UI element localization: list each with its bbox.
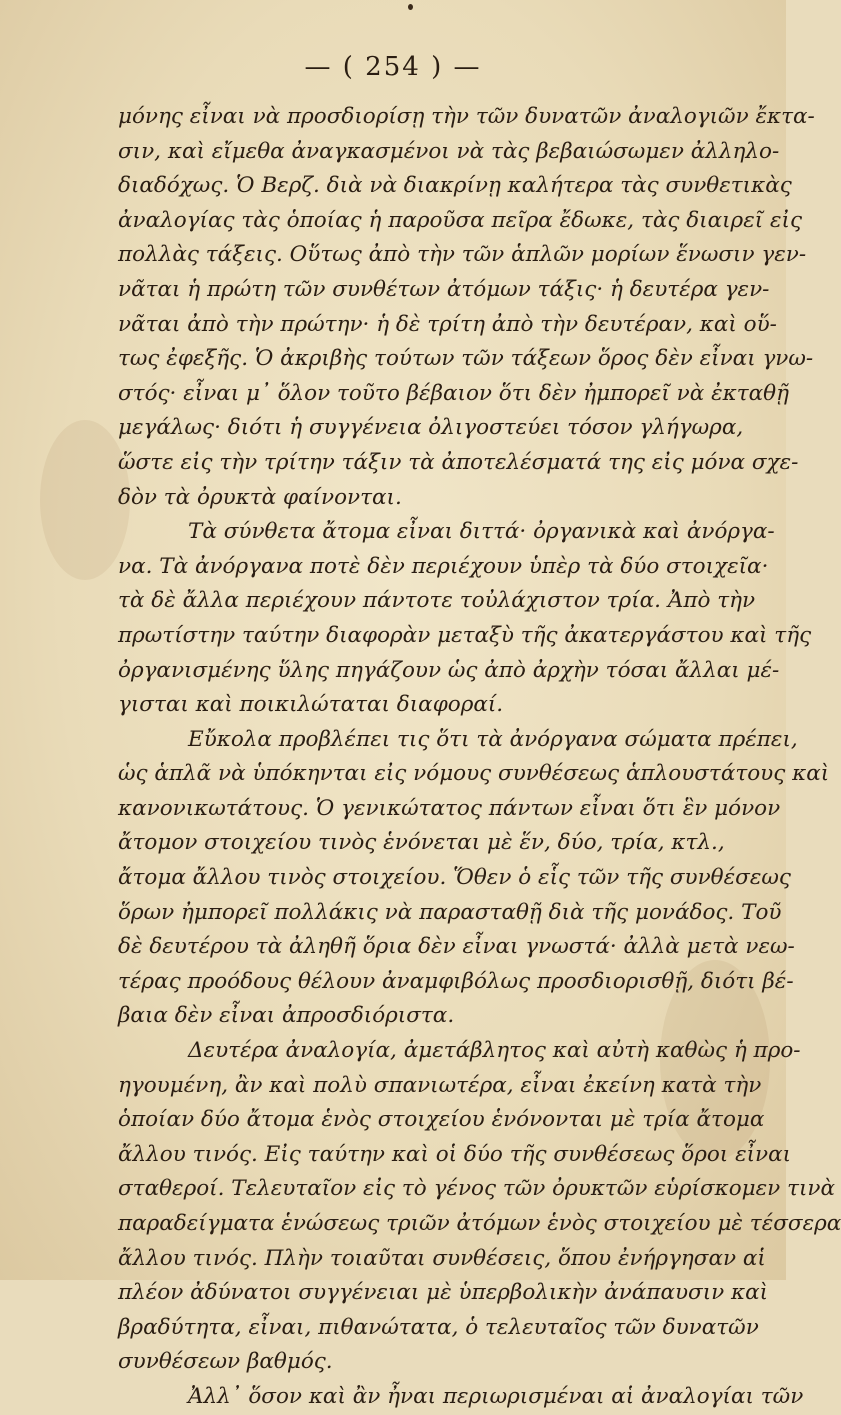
- text-line: ὥστε εἰς τὴν τρίτην τάξιν τὰ ἀποτελέσματά της εἰς μόνα σχε-: [118, 449, 799, 475]
- text-line: ἄτομον στοιχείου τινὸς ἑνόνεται μὲ ἕν, δύο, τρία, κτλ.,: [118, 830, 725, 856]
- text-line: ηγουμένη, ἂν καὶ πολὺ σπανιωτέρα, εἶναι ἐκείνη κατὰ τὴν: [118, 1072, 762, 1098]
- text-line: ὀργανισμένης ὕλης πηγάζουν ὡς ἀπὸ ἀρχὴν τόσαι ἄλλαι μέ-: [118, 657, 780, 683]
- text-line: Εὔκολα προβλέπει τις ὅτι τὰ ἀνόργανα σώματα πρέπει,: [188, 726, 798, 752]
- text-line: ἄτομα ἄλλου τινὸς στοιχείου. Ὅθεν ὁ εἷς τῶν τῆς συνθέσεως: [118, 865, 791, 891]
- text-line: ὅρων ἠμπορεῖ πολλάκις νὰ παρασταθῇ διὰ τῆς μονάδος. Τοῦ: [118, 899, 782, 925]
- page-number-header: — ( 254 ) —: [304, 52, 482, 82]
- text-line: τέρας προόδους θέλουν ἀναμφιβόλως προσδιορισθῇ, διότι βέ-: [118, 968, 794, 994]
- text-line: διαδόχως. Ὁ Βερζ. διὰ νὰ διακρίνῃ καλήτερα τὰς συνθετικὰς: [118, 173, 792, 199]
- paragraph: [118, 723, 830, 1034]
- text-line: πλέον ἀδύνατοι συγγένειαι μὲ ὑπερβολικὴν ἀνάπαυσιν καὶ: [118, 1280, 769, 1306]
- text-line: ἀναλογίας τὰς ὁποίας ἡ παροῦσα πεῖρα ἔδωκε, τὰς διαιρεῖ εἰς: [118, 207, 803, 233]
- paragraph: [118, 1380, 804, 1415]
- paper-stain: [40, 420, 130, 580]
- paragraph: [118, 1034, 841, 1380]
- text-line: στός· εἶναι μ᾽ ὅλον τοῦτο βέβαιον ὅτι δὲν ἠμπορεῖ νὰ ἐκταθῇ: [118, 380, 789, 406]
- text-line: βραδύτητα, εἶναι, πιθανώτατα, ὁ τελευταῖος τῶν δυνατῶν: [118, 1314, 759, 1340]
- text-line: ὁποίαν δύο ἄτομα ἑνὸς στοιχείου ἑνόνονται μὲ τρία ἄτομα: [118, 1107, 765, 1133]
- text-line: ὡς ἁπλᾶ νὰ ὑπόκηνται εἰς νόμους συνθέσεως ἁπλουστάτους καὶ: [118, 761, 830, 787]
- text-line: παραδείγματα ἑνώσεως τριῶν ἀτόμων ἑνὸς στοιχείου μὲ τέσσερα: [118, 1211, 841, 1236]
- text-line: να. Τὰ ἀνόργανα ποτὲ δὲν περιέχουν ὑπὲρ τὰ δύο στοιχεῖα·: [118, 553, 769, 579]
- paragraph: [118, 100, 815, 515]
- ink-dot: [408, 4, 413, 10]
- text-line: σιν, καὶ εἴμεθα ἀναγκασμένοι νὰ τὰς βεβαιώσωμεν ἀλληλο-: [118, 138, 780, 164]
- text-line: Δευτέρα ἀναλογία, ἀμετάβλητος καὶ αὐτὴ καθὼς ἡ προ-: [188, 1038, 801, 1064]
- text-line: πρωτίστην ταύτην διαφορὰν μεταξὺ τῆς ἀκατεργάστου καὶ τῆς: [118, 622, 812, 648]
- text-line: Τὰ σύνθετα ἄτομα εἶναι διττά· ὀργανικὰ καὶ ἀνόργα-: [188, 519, 775, 545]
- text-line: τως ἐφεξῆς. Ὁ ἀκριβὴς τούτων τῶν τάξεων ὅρος δὲν εἶναι γνω-: [118, 346, 814, 372]
- page-body-text: [118, 100, 841, 1415]
- text-line: γισται καὶ ποικιλώταται διαφοραί.: [118, 692, 504, 718]
- text-line: μόνης εἶναι νὰ προσδιορίσῃ τὴν τῶν δυνατῶν ἀναλογιῶν ἔκτα-: [118, 104, 815, 129]
- text-line: Ἀλλ᾽ ὅσον καὶ ἂν ἦναι περιωρισμέναι αἱ ἀναλογίαι τῶν: [188, 1383, 804, 1409]
- text-line: μεγάλως· διότι ἡ συγγένεια ὀλιγοστεύει τόσον γλήγωρα,: [118, 415, 744, 441]
- text-line: τὰ δὲ ἄλλα περιέχουν πάντοτε τοὐλάχιστον τρία. Ἀπὸ τὴν: [118, 588, 756, 614]
- text-line: ἄλλου τινός. Εἰς ταύτην καὶ οἱ δύο τῆς συνθέσεως ὅροι εἶναι: [118, 1141, 792, 1167]
- text-line: σταθεροί. Τελευταῖον εἰς τὸ γένος τῶν ὀρυκτῶν εὑρίσκομεν τινὰ: [118, 1176, 835, 1202]
- text-line: νᾶται ἀπὸ τὴν πρώτην· ἡ δὲ τρίτη ἀπὸ τὴν δευτέραν, καὶ οὕ-: [118, 311, 777, 337]
- paragraph: [118, 515, 812, 723]
- text-line: κανονικωτάτους. Ὁ γενικώτατος πάντων εἶναι ὅτι ἓν μόνον: [118, 795, 781, 821]
- text-line: βαια δὲν εἶναι ἀπροσδιόριστα.: [118, 1003, 455, 1029]
- text-line: συνθέσεων βαθμός.: [118, 1349, 333, 1375]
- text-line: πολλὰς τάξεις. Οὕτως ἀπὸ τὴν τῶν ἁπλῶν μορίων ἕνωσιν γεν-: [118, 242, 807, 268]
- text-line: νᾶται ἡ πρώτη τῶν συνθέτων ἀτόμων τάξις· ἡ δευτέρα γεν-: [118, 276, 770, 302]
- text-line: δὸν τὰ ὀρυκτὰ φαίνονται.: [118, 484, 402, 510]
- text-line: δὲ δευτέρου τὰ ἀληθῆ ὅρια δὲν εἶναι γνωστά· ἀλλὰ μετὰ νεω-: [118, 934, 795, 960]
- text-line: ἄλλου τινός. Πλὴν τοιαῦται συνθέσεις, ὅπου ἐνήργησαν αἱ: [118, 1245, 766, 1271]
